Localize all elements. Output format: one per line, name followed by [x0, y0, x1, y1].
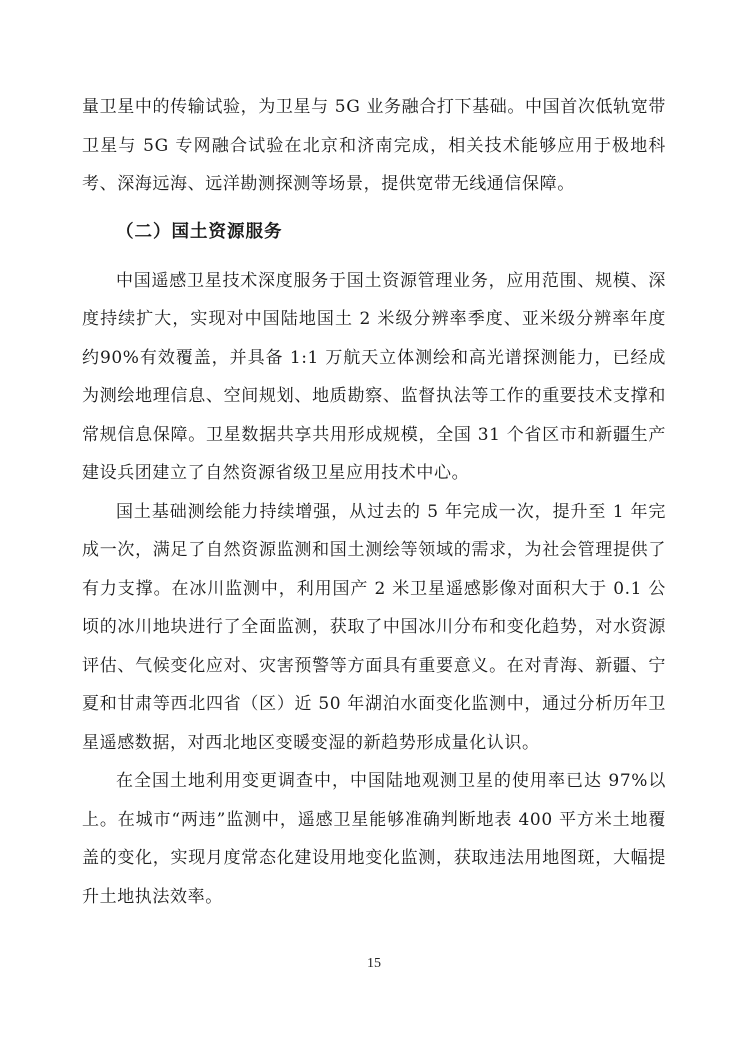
page-number: 15	[367, 956, 381, 971]
paragraph: 国土基础测绘能力持续增强，从过去的 5 年完成一次，提升至 1 年完成一次，满足了自然资源监测和国土测绘等领域的需求，为社会管理提供了有力支撑。在冰川监测中，利用国产 2 米卫星遥感影像对面积大于 0.1 公顷的冰川地块进行了全面监测，获取了中国冰川分布和变化趋势，对水资源评估、气候变化应对、灾害预警等方面具有重要意义。在对青海、新疆、宁夏和甘肃等西北四省（区）近 50 年湖泊水面变化监测中，通过分析历年卫星遥感数据，对西北地区变暖变湿的新趋势形成量化认识。	[82, 501, 666, 753]
section-heading: （二）国土资源服务	[116, 221, 283, 242]
paragraph: 在全国土地利用变更调查中，中国陆地观测卫星的使用率已达 97%以上。在城市“两违”监测中，遥感卫星能够准确判断地表 400 平方米土地覆盖的变化，实现月度常态化建设用地变化监测，获取违法用地图斑，大幅提升土地执法效率。	[82, 771, 666, 907]
document-body	[82, 88, 666, 916]
paragraph-continued: 量卫星中的传输试验，为卫星与 5G 业务融合打下基础。中国首次低轨宽带卫星与 5G 专网融合试验在北京和济南完成，相关技术能够应用于极地科考、深海远海、远洋勘测探测等场景，提供宽带无线通信保障。	[82, 97, 666, 194]
paragraph: 中国遥感卫星技术深度服务于国土资源管理业务，应用范围、规模、深度持续扩大，实现对中国陆地国土 2 米级分辨率季度、亚米级分辨率年度约90%有效覆盖，并具备 1:1 万航天立体测绘和高光谱探测能力，已经成为测绘地理信息、空间规划、地质勘察、监督执法等工作的重要技术支撑和常规信息保障。卫星数据共享共用形成规模，全国 31 个省区市和新疆生产建设兵团建立了自然资源省级卫星应用技术中心。	[82, 270, 666, 483]
